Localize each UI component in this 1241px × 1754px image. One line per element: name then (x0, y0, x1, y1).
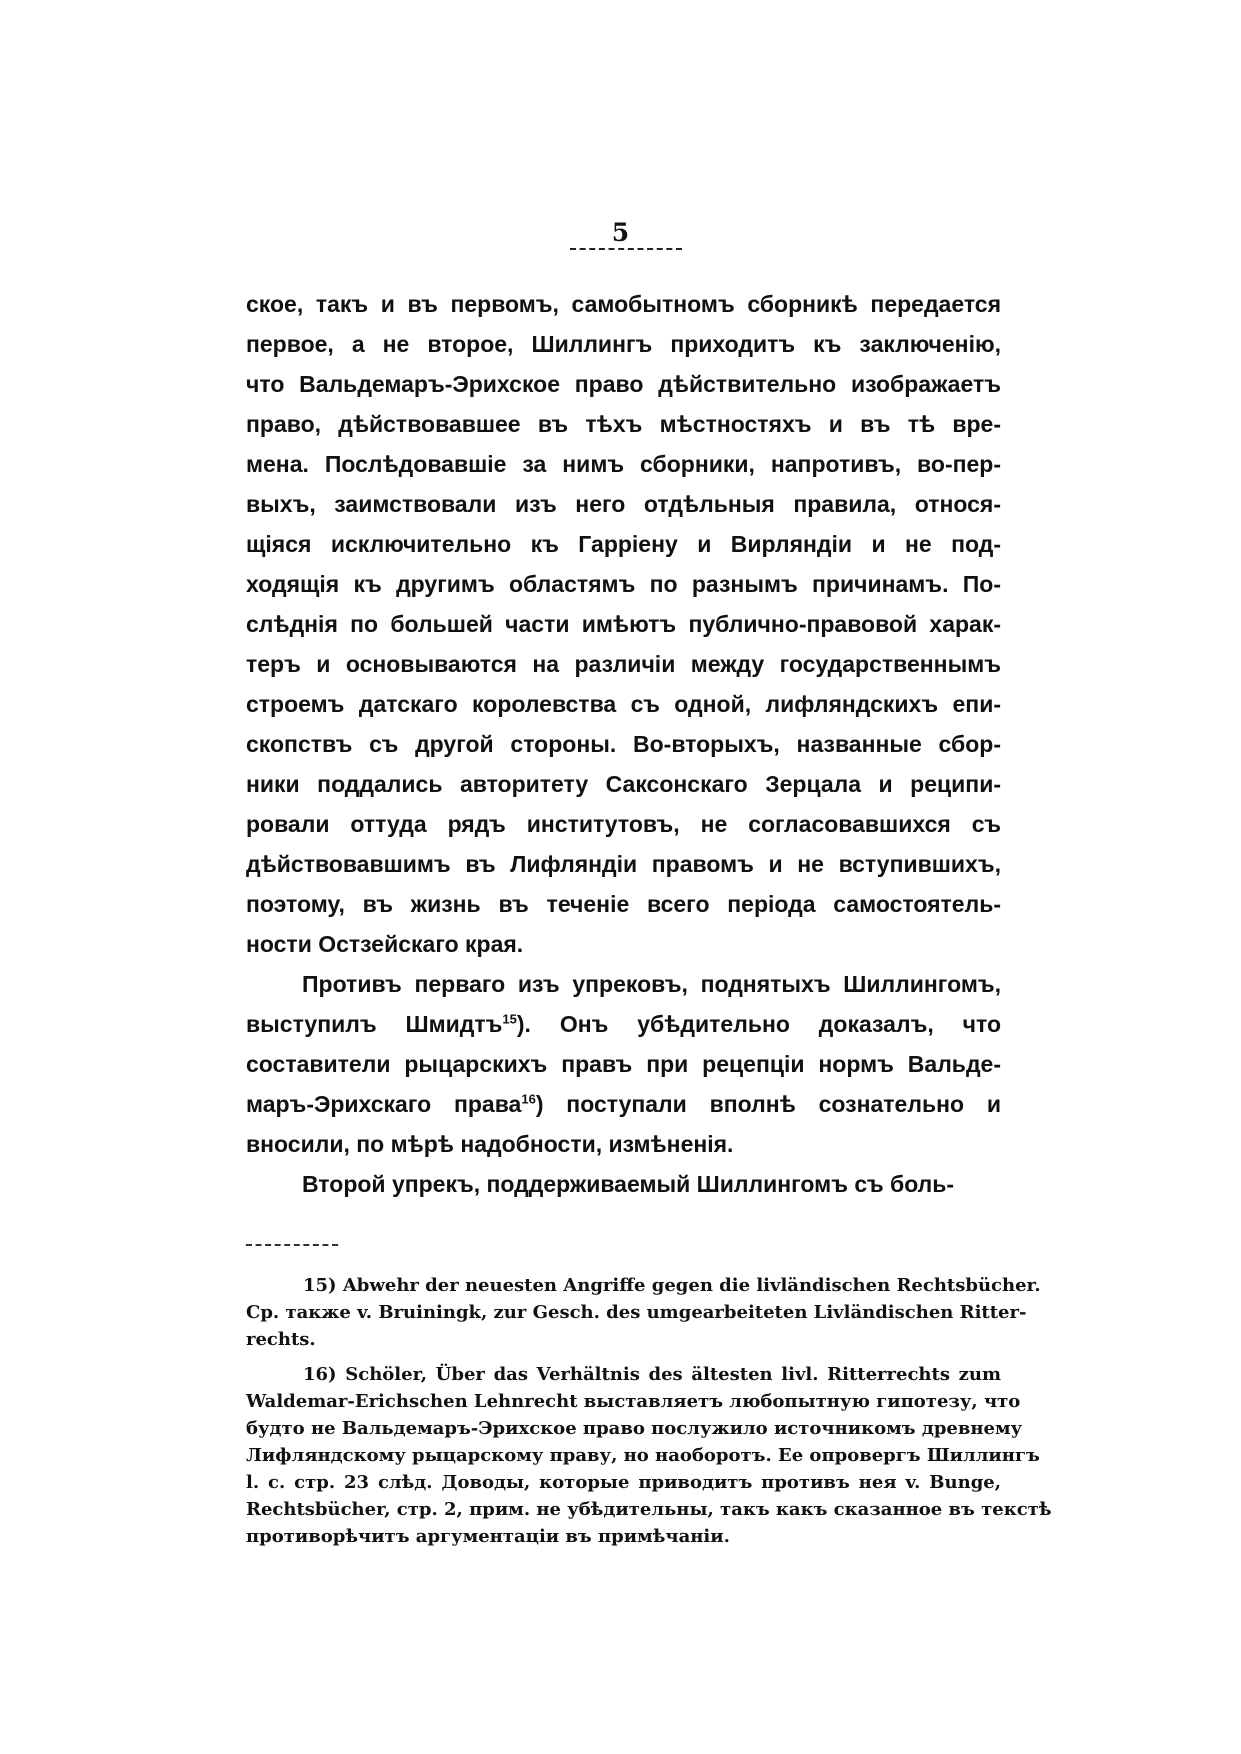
footnote-16-line: противорѣчитъ аргументаціи въ примѣчаніи. (246, 1526, 730, 1547)
text-line: выхъ, заимствовали изъ него отдѣльныя правила, относя- (246, 491, 1001, 517)
text-line: ники поддались авторитету Саксонскаго Зерцала и реципи- (246, 771, 1001, 797)
footnote-gap (246, 1353, 1001, 1361)
footnote-15-line: Ср. также v. Bruiningk, zur Gesch. des umgearbeiteten Livländischen Ritter- (246, 1302, 1027, 1323)
footnote-ref-16: 16 (521, 1091, 536, 1107)
footnote-separator (246, 1244, 338, 1246)
text-line: теръ и основываются на различіи между государственнымъ (246, 651, 1001, 677)
text-line: мена. Послѣдовавшіе за нимъ сборники, напротивъ, во-пер- (246, 451, 1001, 477)
header-rule (570, 248, 682, 250)
text-line: слѣднія по большей части имѣютъ публично-правовой харак- (246, 611, 1001, 637)
footnote-16-line: Лифляндскому рыцарскому праву, но наоборотъ. Ее опровергъ Шиллингъ (246, 1445, 1040, 1466)
text-line: право, дѣйствовавшее въ тѣхъ мѣстностяхъ и въ тѣ вре- (246, 411, 1001, 437)
footnote-15-line: rechts. (246, 1329, 316, 1350)
footnote-16-line: l. c. стр. 23 слѣд. Доводы, которые приводитъ противъ нея v. Bunge, (246, 1472, 1001, 1493)
text-line: поэтому, въ жизнь въ теченіе всего періода самостоятель- (246, 891, 1001, 917)
footnote-15-line: 15) Abwehr der neuesten Angriffe gegen die livländischen Rechtsbücher. (303, 1275, 1041, 1296)
text-line-with-footnote-ref (246, 1084, 1001, 1124)
main-text (246, 284, 1001, 1204)
footnote-16-line: Waldemar-Erichschen Lehnrecht выставляетъ любопытную гипотезу, что (246, 1391, 1021, 1412)
text-segment: выступилъ Шмидтъ (246, 1011, 503, 1037)
page-number: 5 (611, 218, 630, 247)
footnote-ref-15: 15 (502, 1011, 517, 1027)
footnote-16-line: 16) Schöler, Über das Verhältnis des ältesten livl. Ritterrechts zum (303, 1364, 1001, 1385)
text-line: Второй упрекъ, поддерживаемый Шиллингомъ съ боль- (302, 1171, 955, 1197)
text-segment: маръ-Эрихскаго права (246, 1091, 522, 1117)
text-line: строемъ датскаго королевства съ одной, лифляндскихъ епи- (246, 691, 1001, 717)
text-line: дѣйствовавшимъ въ Лифляндіи правомъ и не вступившихъ, (246, 851, 1001, 877)
text-line: вносили, по мѣрѣ надобности, измѣненія. (246, 1131, 734, 1157)
text-line: ровали оттуда рядъ институтовъ, не согласовавшихся съ (246, 811, 1001, 837)
text-line: составители рыцарскихъ правъ при рецепціи нормъ Вальде- (246, 1051, 1001, 1077)
text-line: ходящія къ другимъ областямъ по разнымъ причинамъ. По- (246, 571, 1001, 597)
footnote-16-line: Rechtsbücher, стр. 2, прим. не убѣдительны, такъ какъ сказанное въ текстѣ (246, 1499, 1052, 1520)
text-line-with-footnote-ref (246, 1004, 1001, 1044)
text-line: щіяся исключительно къ Гарріену и Вирляндіи и не под- (246, 531, 1001, 557)
text-line: что Вальдемаръ-Эрихское право дѣйствительно изображаетъ (246, 371, 1001, 397)
text-line: ское, такъ и въ первомъ, самобытномъ сборникѣ передается (246, 291, 1001, 317)
text-line: скопствъ съ другой стороны. Во-вторыхъ, названные сбор- (246, 731, 1001, 757)
text-line: Противъ перваго изъ упрековъ, поднятыхъ Шиллингомъ, (302, 971, 1001, 997)
text-line: ности Остзейскаго края. (246, 931, 524, 957)
footnote-16-line: будто не Вальдемаръ-Эрихское право послужило источникомъ древнему (246, 1418, 1023, 1439)
footnotes (246, 1272, 1052, 1550)
text-line: первое, а не второе, Шиллингъ приходитъ къ заключенію, (246, 331, 1001, 357)
text-segment: ). Онъ убѣдительно доказалъ, что (516, 1011, 1001, 1037)
text-segment: ) поступали вполнѣ сознательно и (535, 1091, 1001, 1117)
